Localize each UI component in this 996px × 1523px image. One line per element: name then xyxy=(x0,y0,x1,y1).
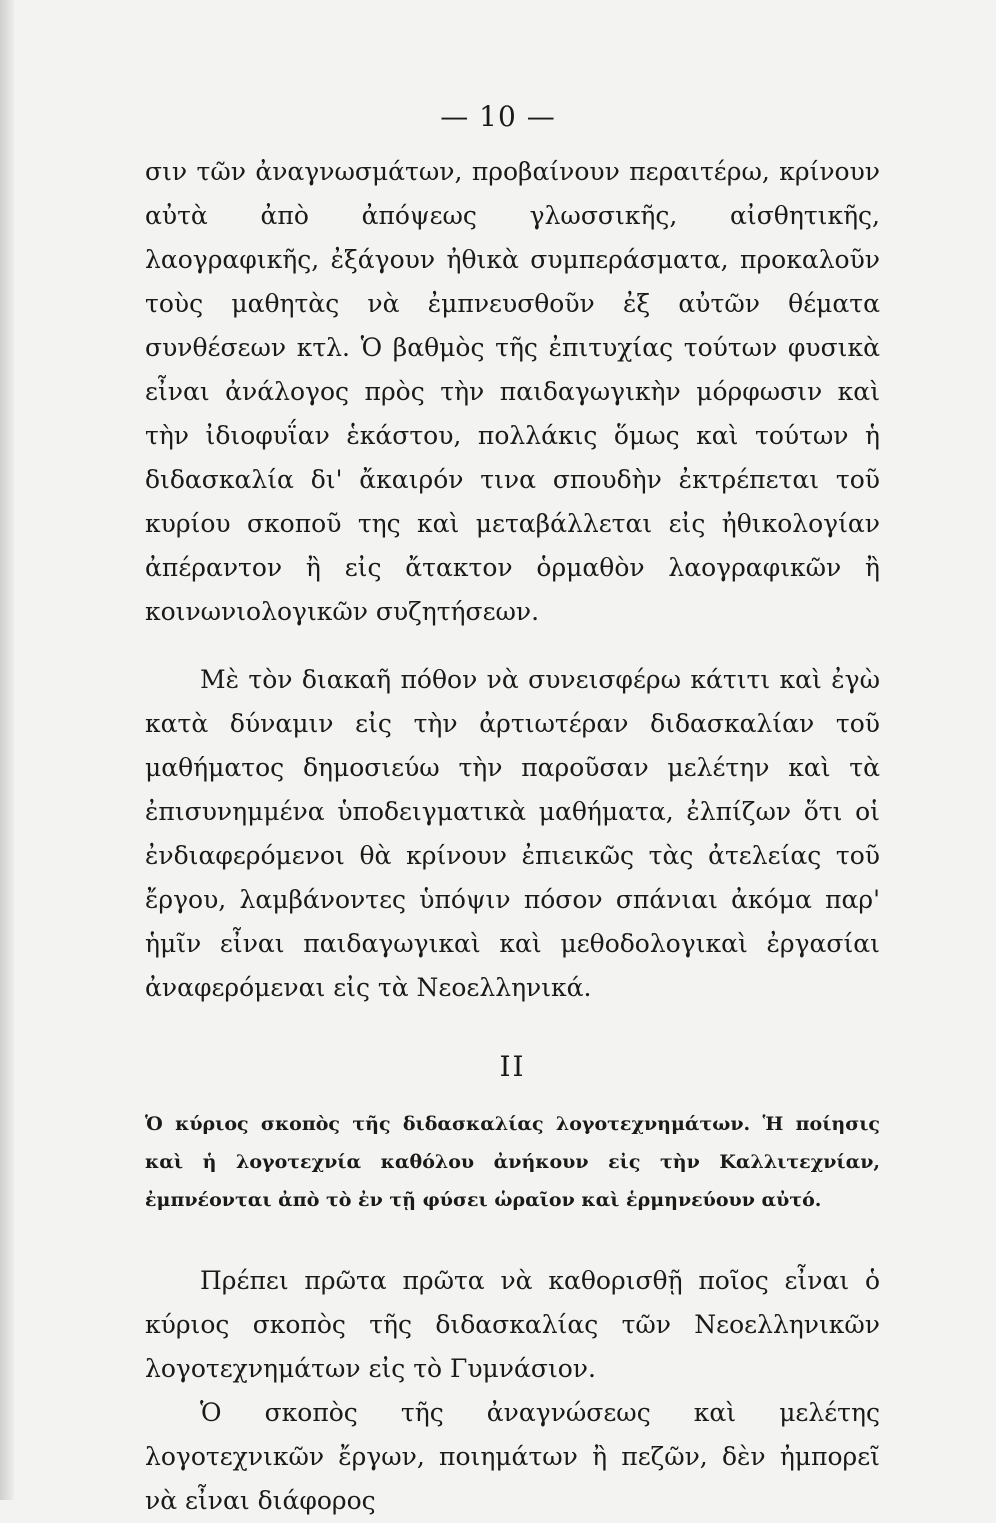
section-paragraph-2: Ὁ σκοπὸς τῆς ἀναγνώσεως καὶ μελέτης λογοτεχνικῶν ἔργων, ποιημάτων ἢ πεζῶν, δὲν ἠμπορεῖ νὰ εἶναι διάφορος xyxy=(145,1398,880,1515)
section-heading-numeral: II xyxy=(499,1050,526,1083)
page-body xyxy=(145,150,880,1523)
author-intent-paragraph: Μὲ τὸν διακαῆ πόθον νὰ συνεισφέρω κάτιτι καὶ ἐγὼ κατὰ δύναμιν εἰς τὴν ἀρτιωτέραν διδασκαλίαν τοῦ μαθήματος δημοσιεύω τὴν παροῦσαν μελέτην καὶ τὰ ἐπισυνημμένα ὑποδειγματικὰ μαθήματα, ἐλπίζων ὅτι οἱ ἐνδιαφερόμενοι θὰ κρίνουν ἐπιεικῶς τὰς ἀτελείας τοῦ ἔργου, λαμβάνοντες ὑπόψιν πόσον σπάνιαι ἀκόμα παρ' ἡμῖν εἶναι παιδαγωγικαὶ καὶ μεθοδολογικαὶ ἐργασίαι ἀναφερόμεναι εἰς τὰ Νεοελληνικά. xyxy=(145,665,880,1002)
section-summary: Ὁ κύριος σκοπὸς τῆς διδασκαλίας λογοτεχνημάτων. Ἡ ποίησις καὶ ἡ λογοτεχνία καθόλου ἀνήκουν εἰς τὴν Καλλιτεχνίαν, ἐμπνέονται ἀπὸ τὸ ἐν τῇ φύσει ὡραῖον καὶ ἑρμηνεύουν αὐτό. xyxy=(145,1113,880,1211)
page-binding-edge xyxy=(0,0,14,1500)
page-number: — 10 — xyxy=(440,100,556,133)
continued-paragraph: σιν τῶν ἀναγνωσμάτων, προβαίνουν περαιτέρω, κρίνουν αὐτὰ ἀπὸ ἀπόψεως γλωσσικῆς, αἰσθητικῆς, λαογραφικῆς, ἐξάγουν ἠθικὰ συμπεράσματα, προκαλοῦν τοὺς μαθητὰς νὰ ἐμπνευσθοῦν ἐξ αὐτῶν θέματα συνθέσεων κτλ. Ὁ βαθμὸς τῆς ἐπιτυχίας τούτων φυσικὰ εἶναι ἀνάλογος πρὸς τὴν παιδαγωγικὴν μόρφωσιν καὶ τὴν ἰδιοφυΐαν ἑκάστου, πολλάκις ὅμως καὶ τούτων ἡ διδασκαλία δι' ἄκαιρόν τινα σπουδὴν ἐκτρέπεται τοῦ κυρίου σκοποῦ της καὶ μεταβάλλεται εἰς ἠθικολογίαν ἀπέραντον ἢ εἰς ἄτακτον ὁρμαθὸν λαογραφικῶν ἢ κοινωνιολογικῶν συζητήσεων. xyxy=(145,157,880,626)
section-paragraph-1: Πρέπει πρῶτα πρῶτα νὰ καθορισθῇ ποῖος εἶναι ὁ κύριος σκοπὸς τῆς διδασκαλίας τῶν Νεοελληνικῶν λογοτεχνημάτων εἰς τὸ Γυμνάσιον. xyxy=(145,1266,880,1383)
